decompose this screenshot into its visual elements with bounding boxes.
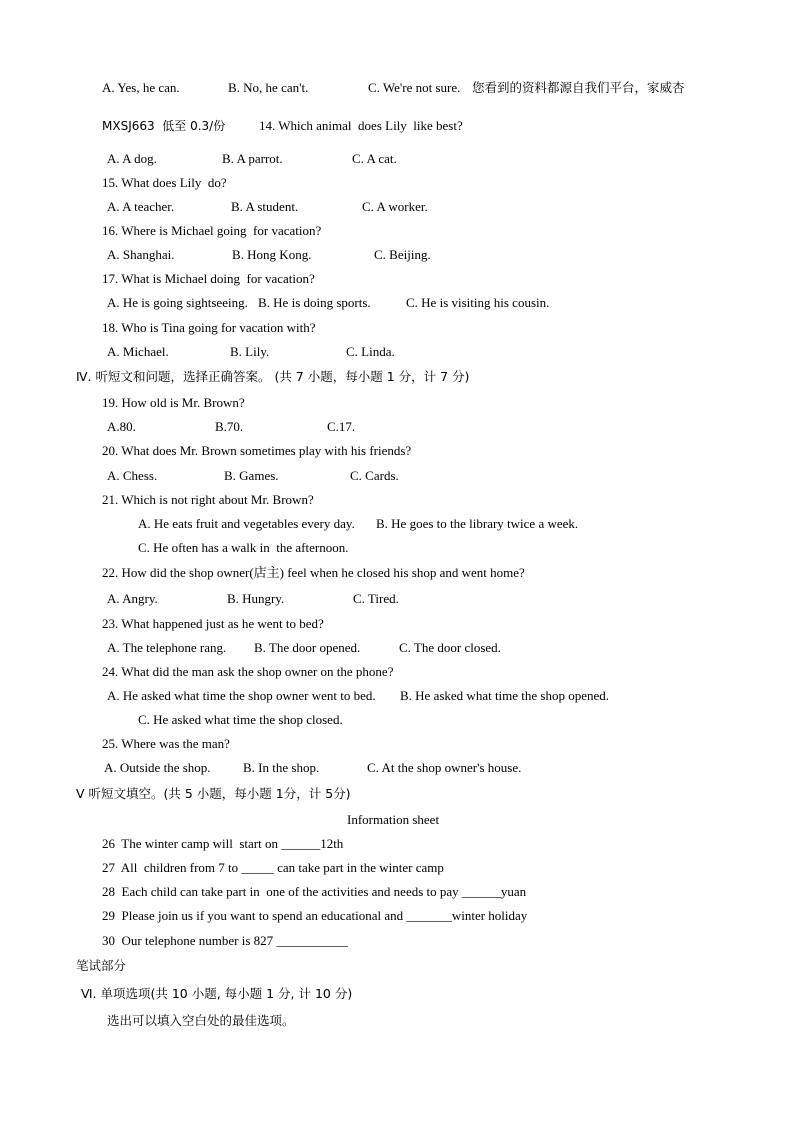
q16-option-c: C. Beijing. <box>374 247 431 262</box>
section-4-title: Ⅳ. 听短文和问题，选择正确答案。 (共 7 小题，每小题 1 分，计 7 分) <box>76 369 470 384</box>
blank-item: 27 All children from 7 to _____ can take part in the winter camp <box>102 860 444 875</box>
q15-option-b: B. A student. <box>231 199 299 214</box>
q21-option-c: C. He often has a walk in the afternoon. <box>138 540 349 555</box>
q17-option-c: C. He is visiting his cousin. <box>406 295 550 310</box>
q22-option-c: C. Tired. <box>353 591 399 606</box>
q20-question: 20. What does Mr. Brown sometimes play with his friends? <box>102 443 412 458</box>
q14-question: 14. Which animal does Lily like best? <box>259 118 463 133</box>
q17-question: 17. What is Michael doing for vacation? <box>102 271 315 286</box>
q21-option-a: A. He eats fruit and vegetables every day. <box>138 516 355 531</box>
q25-question: 25. Where was the man? <box>102 736 230 751</box>
q17-option-b: B. He is doing sports. <box>258 295 371 310</box>
section-6-instruction: 选出可以填入空白处的最佳选项。 <box>107 1013 295 1028</box>
written-part-title: 笔试部分 <box>76 958 127 973</box>
q18-question: 18. Who is Tina going for vacation with? <box>102 320 316 335</box>
q20-option-b: B. Games. <box>224 468 279 483</box>
q22-question: 22. How did the shop owner(店主) feel when he closed his shop and went home? <box>102 565 525 580</box>
q17-option-a: A. He is going sightseeing. <box>107 295 248 310</box>
q24-option-c: C. He asked what time the shop closed. <box>138 712 343 727</box>
q19-option-c: C.17. <box>327 419 356 434</box>
q22-option-b: B. Hungry. <box>227 591 285 606</box>
q25-option-b: B. In the shop. <box>243 760 320 775</box>
q15-option-a: A. A teacher. <box>107 199 175 214</box>
notice-text: 您看到的资料都源自我们平台，家威杏 <box>472 80 685 95</box>
q21-option-b: B. He goes to the library twice a week. <box>376 516 579 531</box>
q16-question: 16. Where is Michael going for vacation? <box>102 223 322 238</box>
q23-option-a: A. The telephone rang. <box>107 640 227 655</box>
q20-option-a: A. Chess. <box>107 468 158 483</box>
q19-option-b: B.70. <box>215 419 244 434</box>
q24-question: 24. What did the man ask the shop owner on the phone? <box>102 664 394 679</box>
q13-option-b: B. No, he can't. <box>228 80 309 95</box>
q25-option-a: A. Outside the shop. <box>104 760 211 775</box>
q23-question: 23. What happened just as he went to bed? <box>102 616 324 631</box>
q14-option-b: B. A parrot. <box>222 151 283 166</box>
q13-option-c: C. We're not sure. <box>368 80 461 95</box>
section-5-title: Ⅴ 听短文填空。(共 5 小题，每小题 1分，计 5分) <box>76 786 351 801</box>
blank-item: 26 The winter camp will start on ______12th <box>102 836 344 851</box>
blank-item: 30 Our telephone number is 827 ___________ <box>102 933 348 948</box>
q18-option-c: C. Linda. <box>346 344 395 359</box>
q23-option-b: B. The door opened. <box>254 640 361 655</box>
q22-option-a: A. Angry. <box>107 591 158 606</box>
q24-option-a: A. He asked what time the shop owner went to bed. <box>107 688 376 703</box>
q23-option-c: C. The door closed. <box>399 640 501 655</box>
q16-option-b: B. Hong Kong. <box>232 247 312 262</box>
blank-item: 28 Each child can take part in one of the activities and needs to pay ______yuan <box>102 884 527 899</box>
q19-question: 19. How old is Mr. Brown? <box>102 395 245 410</box>
q14-option-c: C. A cat. <box>352 151 397 166</box>
q16-option-a: A. Shanghai. <box>107 247 175 262</box>
q19-option-a: A.80. <box>107 419 136 434</box>
q24-option-b: B. He asked what time the shop opened. <box>400 688 610 703</box>
q14-option-a: A. A dog. <box>107 151 157 166</box>
q21-question: 21. Which is not right about Mr. Brown? <box>102 492 314 507</box>
q20-option-c: C. Cards. <box>350 468 399 483</box>
q15-option-c: C. A worker. <box>362 199 428 214</box>
q25-option-c: C. At the shop owner's house. <box>367 760 522 775</box>
blank-item: 29 Please join us if you want to spend an educational and _______winter holiday <box>102 908 528 923</box>
section-6-title: Ⅵ. 单项选项(共 10 小题, 每小题 1 分, 计 10 分) <box>81 986 353 1001</box>
information-sheet-title: Information sheet <box>347 812 440 827</box>
q18-option-b: B. Lily. <box>230 344 270 359</box>
q15-question: 15. What does Lily do? <box>102 175 227 190</box>
q18-option-a: A. Michael. <box>107 344 169 359</box>
q13-option-a: A. Yes, he can. <box>102 80 180 95</box>
notice-text-2: MXSJ663 低至 0.3/份 <box>102 119 226 133</box>
